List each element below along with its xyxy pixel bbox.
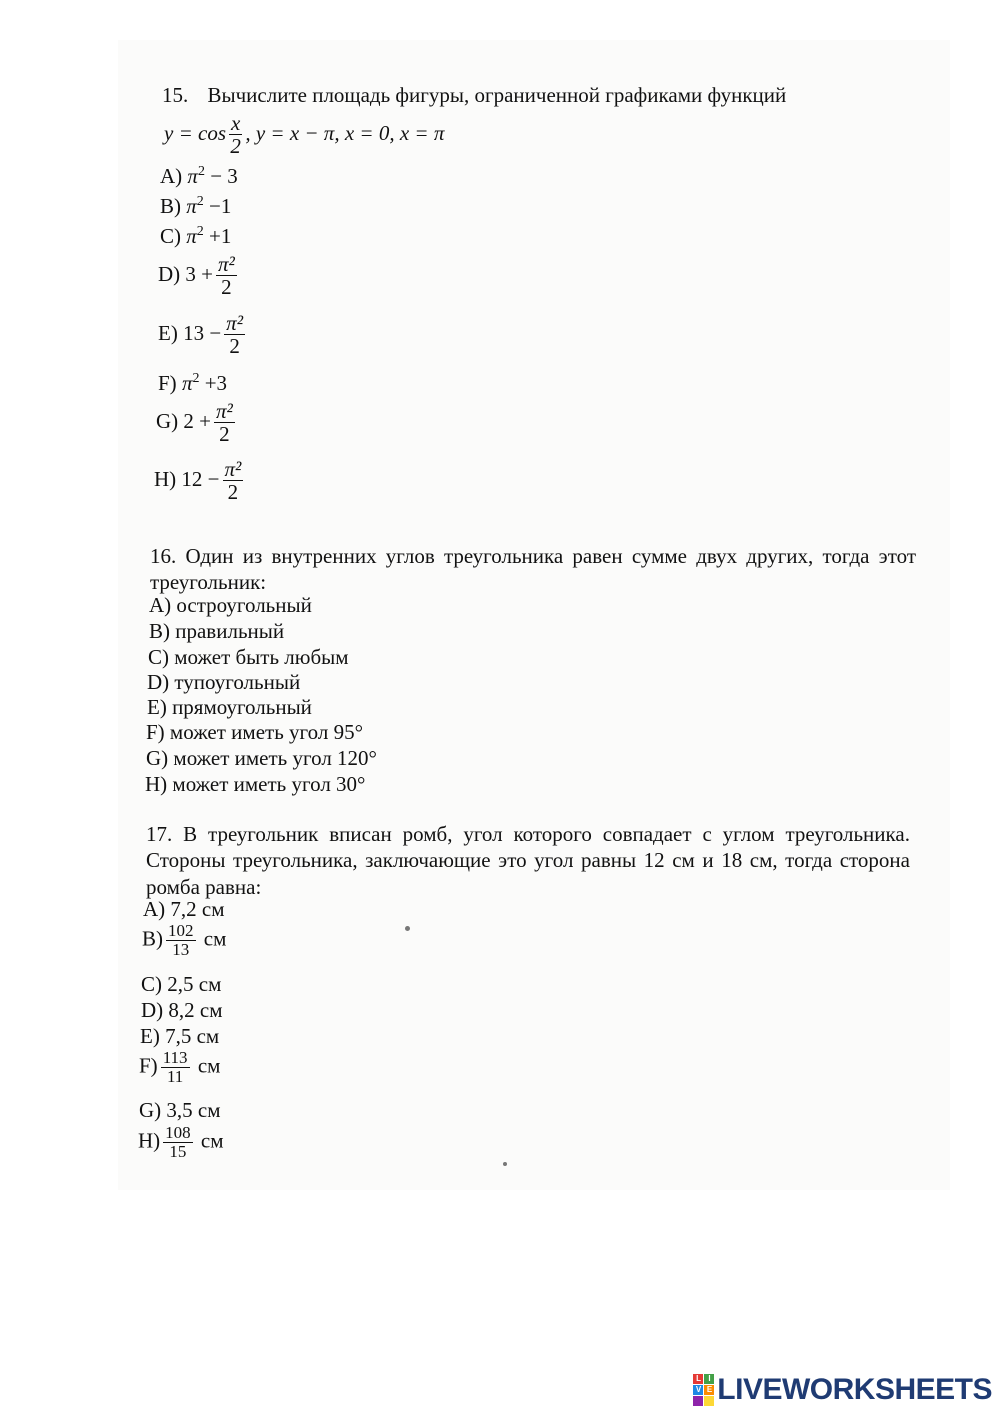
q15-formula: y = cos $\frac{x}{2}$ , y = x − π, x = 0, x = π xyxy=(164,111,445,159)
question-number: 15. xyxy=(162,83,189,107)
q16-option-a[interactable]: A) остроугольный xyxy=(149,593,312,617)
q15-option-b[interactable]: B) $\pi^2 -1$ xyxy=(160,194,232,218)
q16-option-h[interactable]: H) может иметь угол 30° xyxy=(145,772,366,796)
liveworksheets-logo-icon: L I V E xyxy=(693,1374,714,1406)
q15-option-h[interactable]: H) 12 − $\frac{\text{π²}}{2}$ xyxy=(154,457,242,505)
q16-option-d[interactable]: D) тупоугольный xyxy=(147,670,301,694)
question-17: 17. В треугольник вписан ромб, угол которого совпадает с углом треугольника. Стороны треугольника, заключающие это угол равны 12 см и 18 см, тогда сторона ромба равна: xyxy=(146,822,910,899)
q16-option-f[interactable]: F) может иметь угол 95° xyxy=(146,720,363,744)
q17-option-e[interactable]: E) 7,5 см xyxy=(140,1024,220,1048)
liveworksheets-logo[interactable] xyxy=(693,1373,992,1407)
q17-option-d[interactable]: D) 8,2 см xyxy=(141,998,223,1022)
q17-option-a[interactable]: A) 7,2 см xyxy=(143,897,225,921)
q17-option-f[interactable]: F) $\frac{113}{11}$ см xyxy=(139,1048,221,1086)
q15-option-g[interactable]: G) 2 + $\frac{\text{π²}}{2}$ xyxy=(156,399,233,447)
q17-option-c[interactable]: C) 2,5 см xyxy=(141,972,222,996)
scan-speck xyxy=(405,926,410,931)
q16-option-b[interactable]: B) правильный xyxy=(149,619,285,643)
q16-option-e[interactable]: E) прямоугольный xyxy=(147,695,312,719)
question-16: 16. Один из внутренних углов треугольника равен сумме двух других, тогда этот треугольник: xyxy=(150,544,916,595)
question-text: Вычислите площадь фигуры, ограниченной графиками функций xyxy=(207,83,787,107)
q15-option-f[interactable]: F) $\pi^2 +3$ xyxy=(158,371,228,395)
question-15 xyxy=(162,82,928,108)
brand-name: LIVEWORKSHEETS xyxy=(717,1373,992,1406)
scan-speck xyxy=(503,1162,507,1166)
q16-option-g[interactable]: G) может иметь угол 120° xyxy=(146,746,377,770)
q15-option-e[interactable]: E) 13 − $\frac{\text{π²}}{2}$ xyxy=(158,311,243,359)
q15-option-d[interactable]: D) 3 + $\frac{\text{π²}}{2}$ xyxy=(158,252,235,300)
q17-option-b[interactable]: B) $\frac{102}{13}$ см xyxy=(142,921,227,959)
q17-option-h[interactable]: H) $\frac{108}{15}$ см xyxy=(138,1123,224,1161)
q15-option-c[interactable]: C) $\pi^2 +1$ xyxy=(160,224,232,248)
q15-option-a[interactable]: A) $\pi^2 - 3$ xyxy=(160,164,238,188)
q16-option-c[interactable]: C) может быть любым xyxy=(148,645,349,669)
q17-option-g[interactable]: G) 3,5 см xyxy=(139,1098,221,1122)
